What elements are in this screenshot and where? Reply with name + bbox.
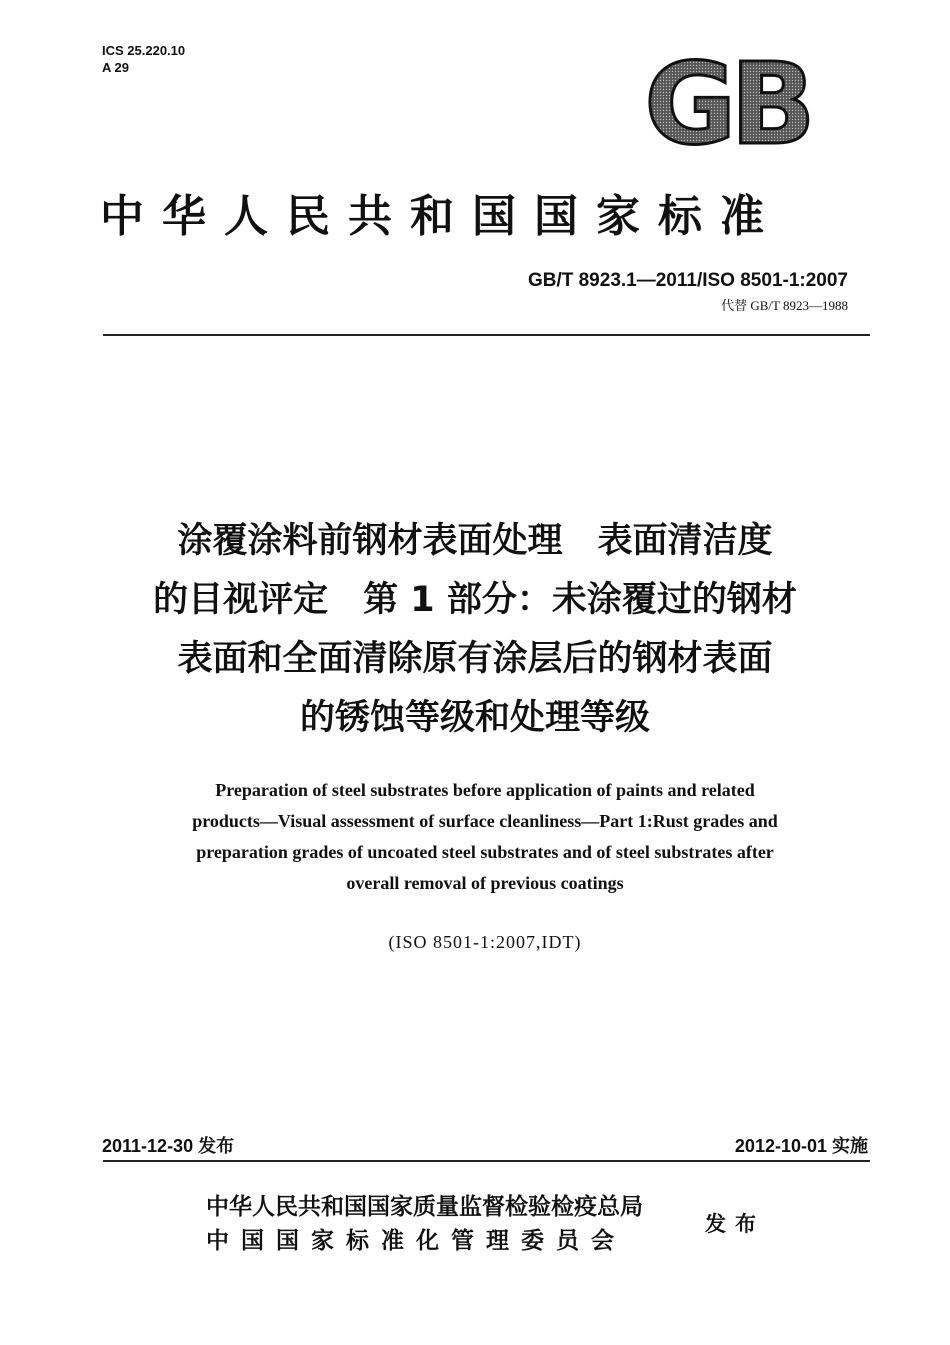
replaces-standard: 代替 GB/T 8923—1988 [721, 298, 848, 313]
english-title-line: preparation grades of uncoated steel substrates and of steel substrates after [196, 842, 774, 862]
iso-equivalence: (ISO 8501-1:2007,IDT) [388, 932, 582, 952]
english-title-line: overall removal of previous coatings [346, 873, 624, 893]
english-title-line: Preparation of steel substrates before application of paints and related [215, 780, 755, 800]
publisher-sac: 中国国家标准化管理委员会 [206, 1228, 626, 1254]
chinese-title-line: 表面和全面清除原有涂层后的钢材表面 [177, 639, 773, 679]
gb-logo [632, 55, 822, 155]
standard-number: GB/T 8923.1—2011/ISO 8501-1:2007 [527, 270, 848, 291]
publisher-aqsiq: 中华人民共和国国家质量监督检验检疫总局 [206, 1194, 643, 1220]
chinese-title-line: 涂覆涂料前钢材表面处理 表面清洁度 [177, 521, 773, 561]
top-divider [103, 334, 870, 336]
english-title-line: products—Visual assessment of surface cleanliness—Part 1:Rust grades and [192, 811, 778, 831]
chinese-title [90, 512, 860, 748]
ccs-code: A 29 [102, 60, 129, 75]
release-label: 发布 [705, 1212, 765, 1236]
ics-code: ICS 25.220.10 [102, 43, 186, 58]
classification-codes [102, 42, 185, 76]
national-standard-heading: 中华人民共和国国家标准 [100, 191, 782, 242]
implementation-date: 2012-10-01 实施 [734, 1136, 868, 1156]
gb-logo-text: GB [644, 55, 810, 155]
chinese-title-line: 的锈蚀等级和处理等级 [299, 698, 650, 738]
bottom-divider [103, 1160, 870, 1162]
issue-date: 2011-12-30 发布 [102, 1136, 235, 1156]
chinese-title-line: 的目视评定 第 1 部分：未涂覆过的钢材 [153, 580, 797, 620]
english-title [110, 775, 860, 899]
